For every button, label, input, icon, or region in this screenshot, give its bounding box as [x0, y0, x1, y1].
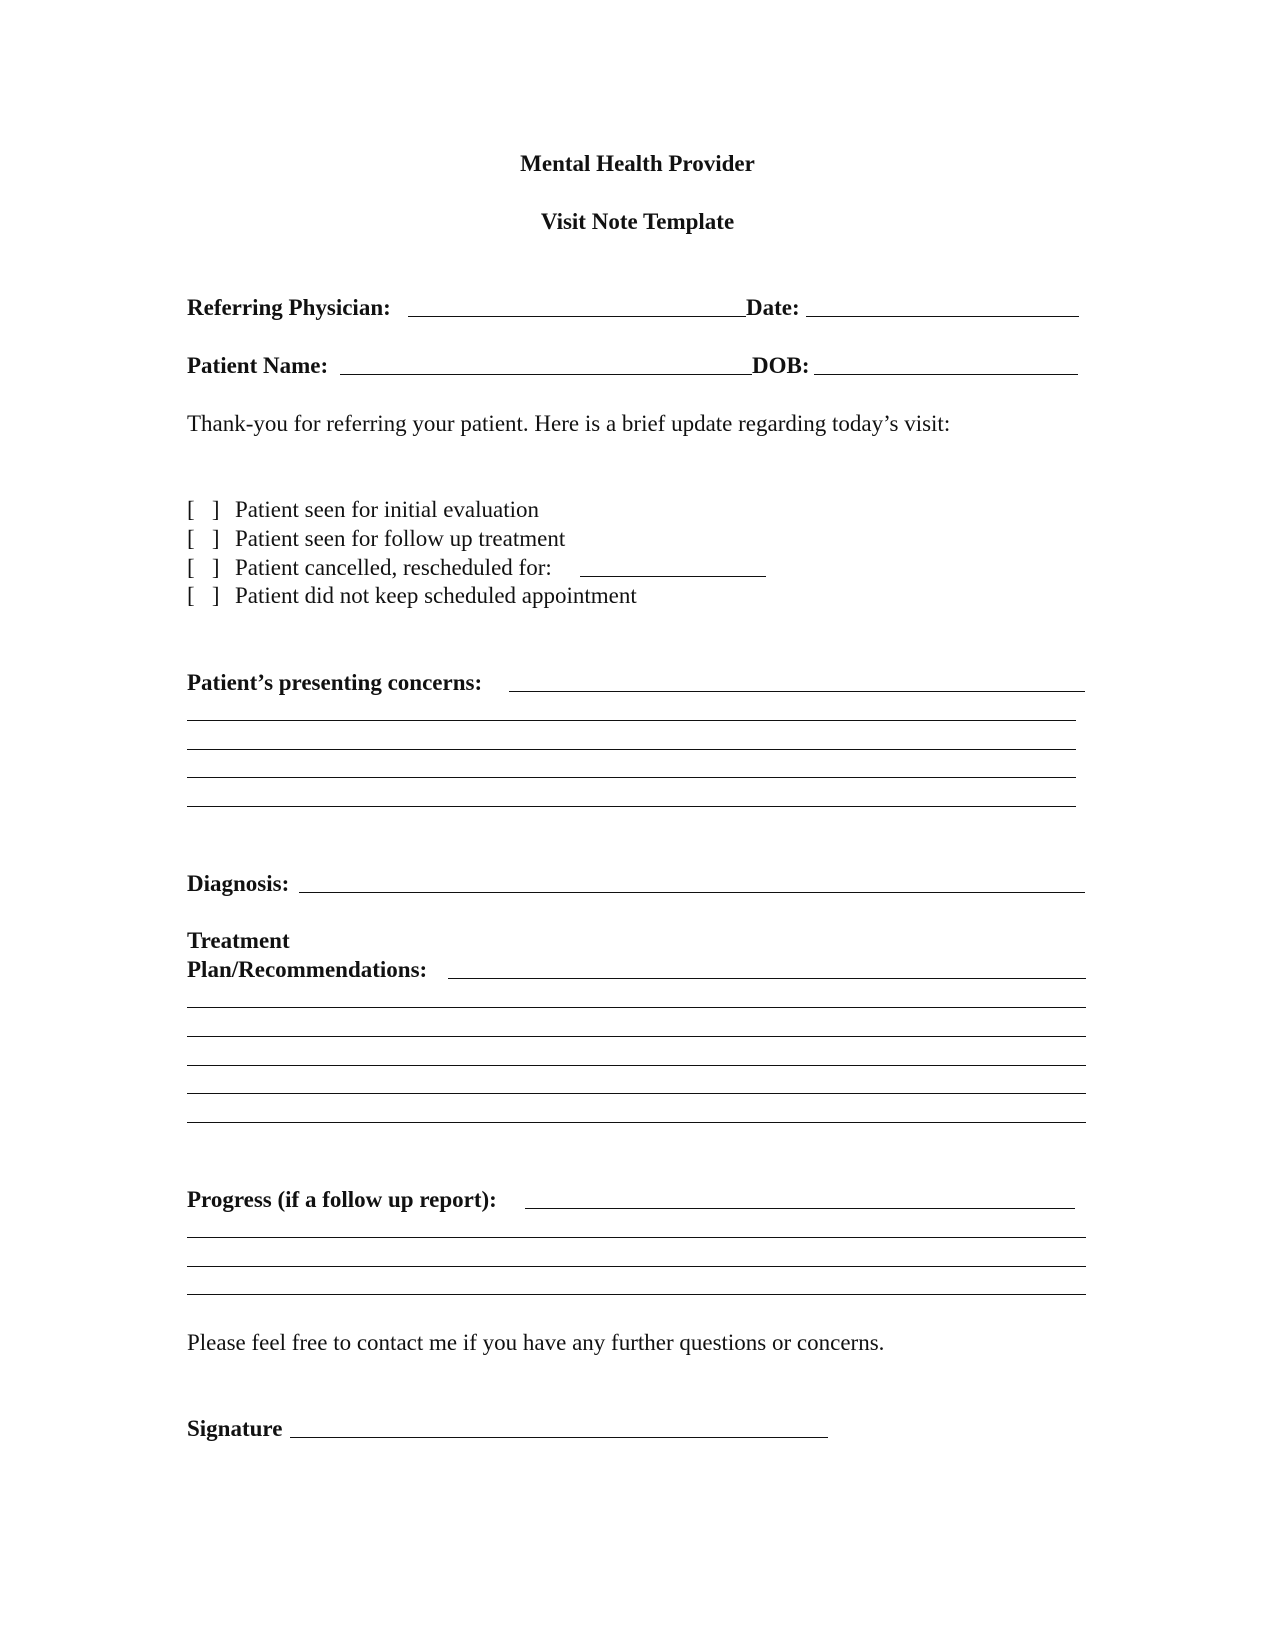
- dob-field[interactable]: [814, 374, 1078, 375]
- checkbox[interactable]: [ ]: [187, 526, 220, 551]
- referring-physician-label: Referring Physician:: [187, 295, 391, 320]
- treatment-label-line1: Treatment: [187, 928, 290, 953]
- checklist-item-initial-evaluation: Patient seen for initial evaluation: [235, 497, 540, 522]
- presenting-concerns-line[interactable]: [187, 720, 1076, 721]
- progress-field[interactable]: [525, 1208, 1075, 1209]
- closing-text: Please feel free to contact me if you have any further questions or concerns.: [187, 1330, 885, 1355]
- diagnosis-field[interactable]: [299, 892, 1085, 893]
- signature-label: Signature: [187, 1416, 283, 1441]
- treatment-label-line2: Plan/Recommendations:: [187, 957, 428, 982]
- checklist-item-follow-up: Patient seen for follow up treatment: [235, 526, 566, 551]
- progress-line[interactable]: [187, 1266, 1086, 1267]
- treatment-plan-line[interactable]: [187, 1093, 1086, 1094]
- presenting-concerns-line[interactable]: [187, 806, 1076, 807]
- presenting-concerns-line[interactable]: [187, 749, 1076, 750]
- progress-line[interactable]: [187, 1237, 1086, 1238]
- dob-label: DOB:: [752, 353, 810, 378]
- document-title: Mental Health Provider: [520, 151, 755, 176]
- progress-line[interactable]: [187, 1294, 1086, 1295]
- checklist-item-no-show: Patient did not keep scheduled appointment: [235, 583, 637, 608]
- treatment-plan-line[interactable]: [187, 1065, 1086, 1066]
- rescheduled-for-field[interactable]: [580, 576, 766, 577]
- patient-name-field[interactable]: [340, 374, 752, 375]
- signature-field[interactable]: [290, 1437, 828, 1438]
- checklist-item-cancelled: Patient cancelled, rescheduled for:: [235, 555, 552, 580]
- presenting-concerns-line[interactable]: [187, 777, 1076, 778]
- date-field[interactable]: [806, 316, 1079, 317]
- treatment-plan-field[interactable]: [448, 978, 1086, 979]
- checkbox[interactable]: [ ]: [187, 583, 220, 608]
- presenting-concerns-field[interactable]: [509, 691, 1085, 692]
- treatment-plan-line[interactable]: [187, 1036, 1086, 1037]
- checkbox[interactable]: [ ]: [187, 497, 220, 522]
- referring-physician-field[interactable]: [408, 316, 746, 317]
- intro-text: Thank-you for referring your patient. Here is a brief update regarding today’s visit:: [187, 411, 951, 436]
- treatment-plan-line[interactable]: [187, 1007, 1086, 1008]
- treatment-plan-line[interactable]: [187, 1122, 1086, 1123]
- document-subtitle: Visit Note Template: [540, 209, 735, 234]
- patient-name-label: Patient Name:: [187, 353, 329, 378]
- diagnosis-label: Diagnosis:: [187, 871, 290, 896]
- date-label: Date:: [746, 295, 800, 320]
- progress-label: Progress (if a follow up report):: [187, 1187, 497, 1212]
- presenting-concerns-label: Patient’s presenting concerns:: [187, 670, 483, 695]
- checkbox[interactable]: [ ]: [187, 555, 220, 580]
